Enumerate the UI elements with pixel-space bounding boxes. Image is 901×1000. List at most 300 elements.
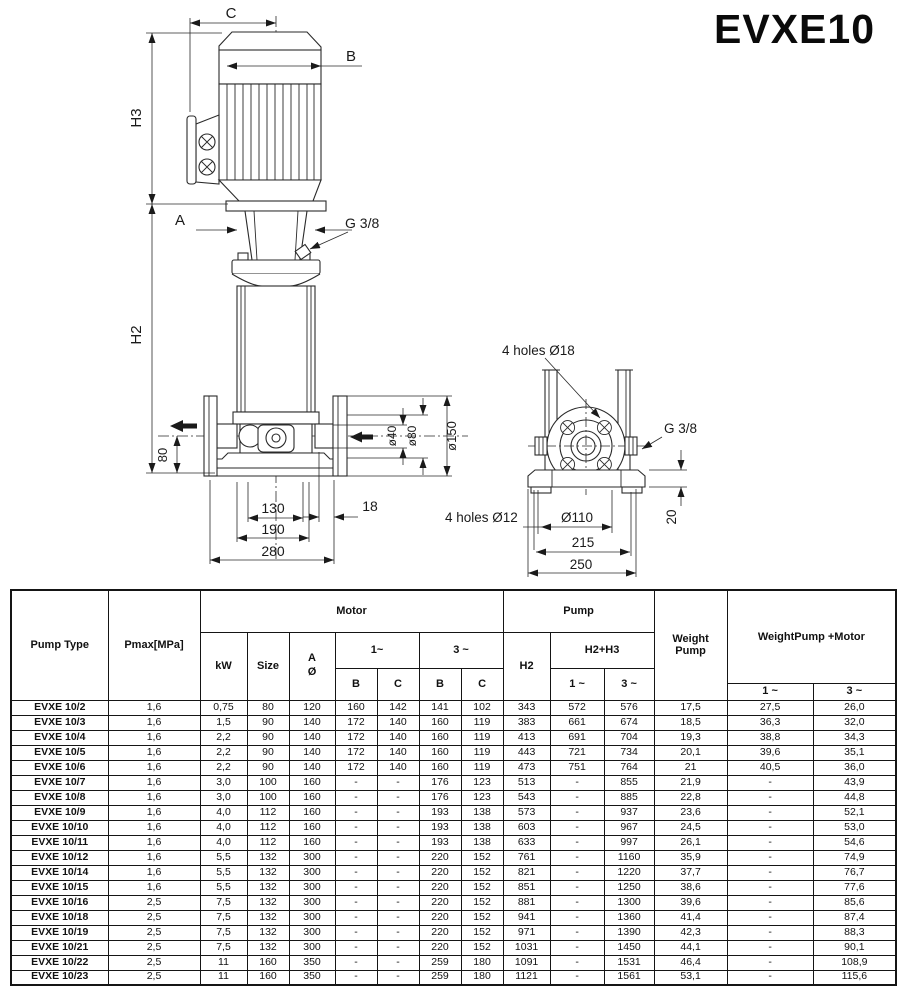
value-cell: - xyxy=(335,850,377,865)
value-cell: 44,1 xyxy=(654,940,727,955)
value-cell: 88,3 xyxy=(813,925,896,940)
value-cell: 193 xyxy=(419,820,461,835)
dim-label-d110: Ø110 xyxy=(560,510,594,525)
value-cell: 573 xyxy=(503,805,550,820)
value-cell: 138 xyxy=(461,835,503,850)
value-cell: 1,5 xyxy=(200,715,247,730)
value-cell: 38,8 xyxy=(727,730,813,745)
value-cell: 5,5 xyxy=(200,865,247,880)
value-cell: 176 xyxy=(419,790,461,805)
motor-band xyxy=(219,50,321,84)
value-cell: 160 xyxy=(289,835,335,850)
value-cell: 1220 xyxy=(604,865,654,880)
col-pump-type: Pump Type xyxy=(11,590,108,700)
value-cell: 2,5 xyxy=(108,955,200,970)
value-cell: 37,7 xyxy=(654,865,727,880)
value-cell: 34,3 xyxy=(813,730,896,745)
value-cell: 220 xyxy=(419,850,461,865)
value-cell: 132 xyxy=(247,940,289,955)
value-cell: 0,75 xyxy=(200,700,247,715)
dim-label-190: 190 xyxy=(261,521,285,537)
value-cell: 997 xyxy=(604,835,654,850)
value-cell: - xyxy=(550,850,604,865)
value-cell: - xyxy=(727,970,813,985)
motor-cap xyxy=(219,32,321,50)
value-cell: 7,5 xyxy=(200,910,247,925)
value-cell: - xyxy=(727,805,813,820)
side-plug xyxy=(535,437,547,455)
value-cell: - xyxy=(335,865,377,880)
value-cell: 661 xyxy=(550,715,604,730)
value-cell: 36,0 xyxy=(813,760,896,775)
value-cell: 1,6 xyxy=(108,745,200,760)
value-cell: 87,4 xyxy=(813,910,896,925)
value-cell: - xyxy=(727,925,813,940)
discharge-pipe xyxy=(217,424,237,448)
value-cell: 193 xyxy=(419,835,461,850)
value-cell: 1531 xyxy=(604,955,654,970)
value-cell: 855 xyxy=(604,775,654,790)
value-cell: 160 xyxy=(289,820,335,835)
dim-label-280: 280 xyxy=(261,543,285,559)
table-row xyxy=(11,715,896,730)
value-cell: 1160 xyxy=(604,850,654,865)
value-cell: 2,2 xyxy=(200,760,247,775)
value-cell: 1,6 xyxy=(108,790,200,805)
value-cell: - xyxy=(727,880,813,895)
dim-label-250: 250 xyxy=(569,557,593,572)
value-cell: 220 xyxy=(419,910,461,925)
pump-type-cell: EVXE 10/16 xyxy=(11,895,108,910)
value-cell: 160 xyxy=(419,760,461,775)
col-c-1ph: C xyxy=(377,668,419,700)
dim-label-c: C xyxy=(225,5,237,22)
value-cell: 140 xyxy=(289,715,335,730)
dim-label-holes18: 4 holes Ø18 xyxy=(502,343,575,358)
table-row xyxy=(11,970,896,985)
value-cell: 160 xyxy=(289,790,335,805)
value-cell: 1,6 xyxy=(108,715,200,730)
table-row xyxy=(11,760,896,775)
value-cell: 3,0 xyxy=(200,790,247,805)
value-cell: 22,8 xyxy=(654,790,727,805)
table-row xyxy=(11,955,896,970)
value-cell: - xyxy=(335,970,377,985)
value-cell: 5,5 xyxy=(200,880,247,895)
pump-type-cell: EVXE 10/5 xyxy=(11,745,108,760)
value-cell: - xyxy=(727,820,813,835)
value-cell: 937 xyxy=(604,805,654,820)
pump-type-cell: EVXE 10/18 xyxy=(11,910,108,925)
value-cell: 1,6 xyxy=(108,865,200,880)
dim-label-215: 215 xyxy=(571,535,595,550)
col-pmax: Pmax[MPa] xyxy=(108,590,200,700)
table-row xyxy=(11,790,896,805)
value-cell: 32,0 xyxy=(813,715,896,730)
dim-label-d40: ø40 xyxy=(385,425,399,447)
value-cell: 100 xyxy=(247,790,289,805)
value-cell: 4,0 xyxy=(200,820,247,835)
value-cell: - xyxy=(377,835,419,850)
value-cell: 17,5 xyxy=(654,700,727,715)
value-cell: - xyxy=(550,940,604,955)
value-cell: - xyxy=(550,775,604,790)
value-cell: 53,0 xyxy=(813,820,896,835)
value-cell: 132 xyxy=(247,895,289,910)
value-cell: 300 xyxy=(289,910,335,925)
value-cell: 138 xyxy=(461,820,503,835)
group-motor: Motor xyxy=(200,590,503,632)
value-cell: 513 xyxy=(503,775,550,790)
value-cell: 112 xyxy=(247,835,289,850)
value-cell: - xyxy=(377,880,419,895)
value-cell: 7,5 xyxy=(200,940,247,955)
value-cell: - xyxy=(550,820,604,835)
value-cell: 1360 xyxy=(604,910,654,925)
value-cell: - xyxy=(727,910,813,925)
value-cell: 112 xyxy=(247,820,289,835)
value-cell: 90 xyxy=(247,760,289,775)
value-cell: 2,5 xyxy=(108,970,200,985)
value-cell: 26,1 xyxy=(654,835,727,850)
value-cell: 7,5 xyxy=(200,895,247,910)
pump-type-cell: EVXE 10/4 xyxy=(11,730,108,745)
value-cell: - xyxy=(335,955,377,970)
value-cell: 193 xyxy=(419,805,461,820)
value-cell: 76,7 xyxy=(813,865,896,880)
base-plate xyxy=(528,470,645,487)
table-row xyxy=(11,820,896,835)
value-cell: 576 xyxy=(604,700,654,715)
value-cell: 1,6 xyxy=(108,880,200,895)
value-cell: - xyxy=(727,850,813,865)
dim-label-g38-base: G 3/8 xyxy=(664,421,698,436)
value-cell: 1,6 xyxy=(108,850,200,865)
col-size: Size xyxy=(247,632,289,700)
value-cell: - xyxy=(335,790,377,805)
dim-label-holes12: 4 holes Ø12 xyxy=(445,510,518,525)
value-cell: 41,4 xyxy=(654,910,727,925)
value-cell: 443 xyxy=(503,745,550,760)
value-cell: 44,8 xyxy=(813,790,896,805)
pump-type-cell: EVXE 10/22 xyxy=(11,955,108,970)
value-cell: 52,1 xyxy=(813,805,896,820)
value-cell: 172 xyxy=(335,760,377,775)
value-cell: 119 xyxy=(461,760,503,775)
suction-flange xyxy=(333,396,347,476)
value-cell: 1300 xyxy=(604,895,654,910)
value-cell: 5,5 xyxy=(200,850,247,865)
flow-arrow-out xyxy=(170,420,197,432)
table-header xyxy=(11,590,896,700)
dim-label-130: 130 xyxy=(261,500,285,516)
value-cell: - xyxy=(377,865,419,880)
value-cell: 220 xyxy=(419,865,461,880)
group-single-phase: 1~ xyxy=(335,632,419,668)
value-cell: 2,5 xyxy=(108,910,200,925)
value-cell: 343 xyxy=(503,700,550,715)
value-cell: 115,6 xyxy=(813,970,896,985)
value-cell: - xyxy=(550,805,604,820)
pump-type-cell: EVXE 10/23 xyxy=(11,970,108,985)
pump-type-cell: EVXE 10/21 xyxy=(11,940,108,955)
value-cell: 24,5 xyxy=(654,820,727,835)
value-cell: - xyxy=(727,895,813,910)
value-cell: 26,0 xyxy=(813,700,896,715)
value-cell: 721 xyxy=(550,745,604,760)
value-cell: 1390 xyxy=(604,925,654,940)
value-cell: 764 xyxy=(604,760,654,775)
value-cell: 85,6 xyxy=(813,895,896,910)
value-cell: - xyxy=(377,925,419,940)
value-cell: 751 xyxy=(550,760,604,775)
value-cell: 119 xyxy=(461,730,503,745)
value-cell: - xyxy=(550,910,604,925)
value-cell: 152 xyxy=(461,925,503,940)
spec-table xyxy=(10,589,897,986)
col-h2: H2 xyxy=(503,632,550,700)
value-cell: 704 xyxy=(604,730,654,745)
value-cell: 74,9 xyxy=(813,850,896,865)
value-cell: 160 xyxy=(419,745,461,760)
value-cell: 160 xyxy=(419,715,461,730)
value-cell: - xyxy=(377,955,419,970)
value-cell: 80 xyxy=(247,700,289,715)
dim-label-20: 20 xyxy=(664,509,679,525)
value-cell: 53,1 xyxy=(654,970,727,985)
table-row xyxy=(11,940,896,955)
value-cell: 1031 xyxy=(503,940,550,955)
table-row xyxy=(11,700,896,715)
pump-type-cell: EVXE 10/7 xyxy=(11,775,108,790)
value-cell: 160 xyxy=(335,700,377,715)
table-row xyxy=(11,805,896,820)
value-cell: 413 xyxy=(503,730,550,745)
value-cell: - xyxy=(727,790,813,805)
value-cell: 120 xyxy=(289,700,335,715)
value-cell: - xyxy=(335,835,377,850)
col-b-1ph: B xyxy=(335,668,377,700)
value-cell: - xyxy=(377,790,419,805)
value-cell: 350 xyxy=(289,970,335,985)
suction-pipe xyxy=(315,424,333,448)
value-cell: 160 xyxy=(247,955,289,970)
pump-type-cell: EVXE 10/14 xyxy=(11,865,108,880)
value-cell: 119 xyxy=(461,715,503,730)
value-cell: 160 xyxy=(247,970,289,985)
value-cell: 220 xyxy=(419,940,461,955)
value-cell: 108,9 xyxy=(813,955,896,970)
value-cell: - xyxy=(377,805,419,820)
table-row xyxy=(11,910,896,925)
col-a-diameter: A Ø xyxy=(289,632,335,700)
value-cell: 7,5 xyxy=(200,925,247,940)
dim-label-80: 80 xyxy=(155,447,170,463)
value-cell: 2,5 xyxy=(108,925,200,940)
pump-type-cell: EVXE 10/11 xyxy=(11,835,108,850)
dim-label-g38: G 3/8 xyxy=(345,215,380,231)
value-cell: 11 xyxy=(200,970,247,985)
value-cell: 152 xyxy=(461,910,503,925)
value-cell: 633 xyxy=(503,835,550,850)
value-cell: - xyxy=(335,805,377,820)
value-cell: 152 xyxy=(461,880,503,895)
value-cell: 160 xyxy=(289,775,335,790)
value-cell: 112 xyxy=(247,805,289,820)
value-cell: 38,6 xyxy=(654,880,727,895)
value-cell: 140 xyxy=(377,715,419,730)
value-cell: - xyxy=(550,790,604,805)
value-cell: 90 xyxy=(247,715,289,730)
value-cell: - xyxy=(727,835,813,850)
value-cell: - xyxy=(377,940,419,955)
value-cell: - xyxy=(727,775,813,790)
col-kw: kW xyxy=(200,632,247,700)
pump-type-cell: EVXE 10/3 xyxy=(11,715,108,730)
value-cell: 140 xyxy=(289,760,335,775)
value-cell: 172 xyxy=(335,730,377,745)
value-cell: - xyxy=(727,865,813,880)
value-cell: 761 xyxy=(503,850,550,865)
pump-type-cell: EVXE 10/10 xyxy=(11,820,108,835)
value-cell: - xyxy=(377,910,419,925)
value-cell: - xyxy=(335,895,377,910)
side-plug xyxy=(625,437,637,455)
discharge-flange xyxy=(204,396,217,476)
pump-type-cell: EVXE 10/12 xyxy=(11,850,108,865)
table-body xyxy=(11,700,896,985)
pump-base-view xyxy=(528,370,646,495)
value-cell: 43,9 xyxy=(813,775,896,790)
value-cell: 160 xyxy=(289,805,335,820)
value-cell: 1,6 xyxy=(108,700,200,715)
value-cell: 1,6 xyxy=(108,805,200,820)
value-cell: 142 xyxy=(377,700,419,715)
value-cell: 1561 xyxy=(604,970,654,985)
value-cell: 1121 xyxy=(503,970,550,985)
value-cell: 220 xyxy=(419,895,461,910)
value-cell: 140 xyxy=(377,760,419,775)
dim-label-b: B xyxy=(345,48,357,65)
value-cell: 350 xyxy=(289,955,335,970)
value-cell: - xyxy=(727,940,813,955)
motor-fins xyxy=(219,84,321,180)
table-row xyxy=(11,865,896,880)
value-cell: 4,0 xyxy=(200,835,247,850)
value-cell: 123 xyxy=(461,790,503,805)
value-cell: 2,5 xyxy=(108,895,200,910)
value-cell: 54,6 xyxy=(813,835,896,850)
value-cell: 138 xyxy=(461,805,503,820)
value-cell: 40,5 xyxy=(727,760,813,775)
value-cell: 77,6 xyxy=(813,880,896,895)
col-c-3ph: C xyxy=(461,668,503,700)
col-b-3ph: B xyxy=(419,668,461,700)
value-cell: 19,3 xyxy=(654,730,727,745)
value-cell: 35,1 xyxy=(813,745,896,760)
pump-type-cell: EVXE 10/6 xyxy=(11,760,108,775)
value-cell: 35,9 xyxy=(654,850,727,865)
value-cell: 881 xyxy=(503,895,550,910)
value-cell: 123 xyxy=(461,775,503,790)
table-row xyxy=(11,745,896,760)
value-cell: 1,6 xyxy=(108,835,200,850)
value-cell: 46,4 xyxy=(654,955,727,970)
table-row xyxy=(11,730,896,745)
value-cell: 674 xyxy=(604,715,654,730)
value-cell: - xyxy=(335,910,377,925)
value-cell: - xyxy=(377,970,419,985)
value-cell: 3,0 xyxy=(200,775,247,790)
value-cell: - xyxy=(377,895,419,910)
value-cell: 102 xyxy=(461,700,503,715)
value-cell: 172 xyxy=(335,715,377,730)
value-cell: 300 xyxy=(289,925,335,940)
page-title: EVXE10 xyxy=(714,6,875,52)
group-weight-pump-motor: WeightPump +Motor xyxy=(727,590,896,683)
value-cell: 18,5 xyxy=(654,715,727,730)
value-cell: - xyxy=(377,775,419,790)
value-cell: 119 xyxy=(461,745,503,760)
value-cell: 383 xyxy=(503,715,550,730)
value-cell: - xyxy=(377,820,419,835)
value-cell: 90,1 xyxy=(813,940,896,955)
value-cell: 1,6 xyxy=(108,820,200,835)
value-cell: 152 xyxy=(461,865,503,880)
col-h2h3-3ph: 3 ~ xyxy=(604,668,654,700)
value-cell: 132 xyxy=(247,880,289,895)
value-cell: 21 xyxy=(654,760,727,775)
value-cell: 543 xyxy=(503,790,550,805)
group-h2h3: H2+H3 xyxy=(550,632,654,668)
dim-label-d80: ø80 xyxy=(405,425,419,447)
value-cell: 180 xyxy=(461,955,503,970)
dim-label-d150: ø150 xyxy=(444,421,459,451)
value-cell: - xyxy=(550,925,604,940)
value-cell: 42,3 xyxy=(654,925,727,940)
value-cell: 821 xyxy=(503,865,550,880)
value-cell: - xyxy=(377,850,419,865)
value-cell: 132 xyxy=(247,865,289,880)
value-cell: 39,6 xyxy=(654,895,727,910)
value-cell: - xyxy=(550,970,604,985)
value-cell: 11 xyxy=(200,955,247,970)
value-cell: 734 xyxy=(604,745,654,760)
flow-arrow-in xyxy=(350,432,373,443)
value-cell: 21,9 xyxy=(654,775,727,790)
value-cell: 885 xyxy=(604,790,654,805)
value-cell: 971 xyxy=(503,925,550,940)
pump-column xyxy=(237,286,315,412)
dim-label-a: A xyxy=(174,212,186,229)
value-cell: 1,6 xyxy=(108,775,200,790)
value-cell: 176 xyxy=(419,775,461,790)
table-row xyxy=(11,850,896,865)
value-cell: 90 xyxy=(247,745,289,760)
table-row xyxy=(11,895,896,910)
pump-type-cell: EVXE 10/9 xyxy=(11,805,108,820)
value-cell: 220 xyxy=(419,925,461,940)
value-cell: - xyxy=(335,925,377,940)
value-cell: 603 xyxy=(503,820,550,835)
value-cell: 152 xyxy=(461,940,503,955)
pump-type-cell: EVXE 10/8 xyxy=(11,790,108,805)
value-cell: 259 xyxy=(419,955,461,970)
value-cell: 300 xyxy=(289,850,335,865)
value-cell: 23,6 xyxy=(654,805,727,820)
dim-label-h2: H2 xyxy=(128,325,145,345)
col-wpm-1ph: 1 ~ xyxy=(727,683,813,700)
